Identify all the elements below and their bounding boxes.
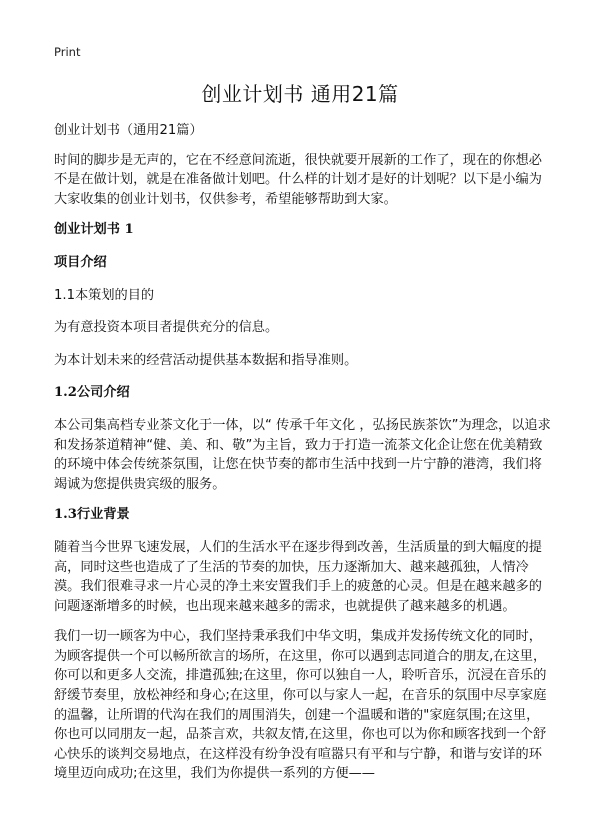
project-heading: 项目介绍 — [54, 254, 107, 270]
company-paragraph: 本公司集高档专业茶文化于一体，以“ 传承千年文化 ，弘扬民族茶饮”为理念，以追求和发扬茶道精神“健、美、和、敬”为主旨，致力于打造一流茶文化企让您在优美精致的环境中体会传统茶氛围，让您在快节奏的都市生活中找到一片宁静的港湾，我们将竭诚为您提供贵宾级的服务。 — [54, 417, 551, 492]
closing-paragraph: 我们一切一顾客为中心，我们坚持秉承我们中华文明，集成并发扬传统文化的同时，为顾客提供一个可以畅所欲言的场所，在这里，你可以遇到志同道合的朋友,在这里，你可以和更多人交流，排遣孤独;在这里，你可以独自一人，聆听音乐，沉浸在音乐的舒缓节奏里，放松神经和身心;在这里，你可以与家人一起，在音乐的氛围中尽享家庭的温馨，让所谓的代沟在我们的周围消失，创建一个温暖和谐的"家庭氛围;在这里，你也可以同朋友一起，品茶言欢，共叙友情,在这里，你也可以为你和顾客找到一个舒心快乐的谈判交易地点，在这样没有纷争没有喧嚣只有平和与宁静，和谐与安详的环境里迈向成功;在这里，我们为你提供一系列的方便—— — [54, 629, 547, 782]
purpose-line-1: 为有意投资本项目者提供充分的信息。 — [54, 320, 279, 336]
document-title: 创业计划书 通用21篇 — [201, 82, 399, 106]
section1-heading: 创业计划书 1 — [54, 222, 134, 238]
document-subtitle: 创业计划书（通用21篇） — [54, 123, 203, 138]
purpose-line-2: 为本计划未来的经营活动提供基本数据和指导准则。 — [54, 352, 358, 368]
purpose-subheading: 1.1本策划的目的 — [54, 287, 155, 303]
industry-paragraph: 随着当今世界飞速发展，人们的生活水平在逐步得到改善，生活质量的到大幅度的提高，同时这些也造成了了生活的节奏的加快，压力逐渐加大、越来越孤独，人情冷漠。我们很难寻求一片心灵的净土来安置我们手上的疲惫的心灵。但是在越来越多的问题逐渐增多的时候，也出现来越来越多的需求，也就提供了越来越多的机遇。 — [54, 539, 542, 614]
industry-heading: 1.3行业背景 — [54, 507, 130, 523]
company-heading: 1.2公司介绍 — [54, 385, 130, 401]
document-body — [54, 121, 551, 795]
intro-paragraph: 时间的脚步是无声的，它在不经意间流逝，很快就要开展新的工作了，现在的你想必不是在做计划，就是在准备做计划吧。什么样的计划才是好的计划呢？以下是小编为大家收集的创业计划书，仅供参考，希望能够帮助到大家。 — [54, 152, 542, 207]
print-label: Print — [54, 45, 81, 59]
